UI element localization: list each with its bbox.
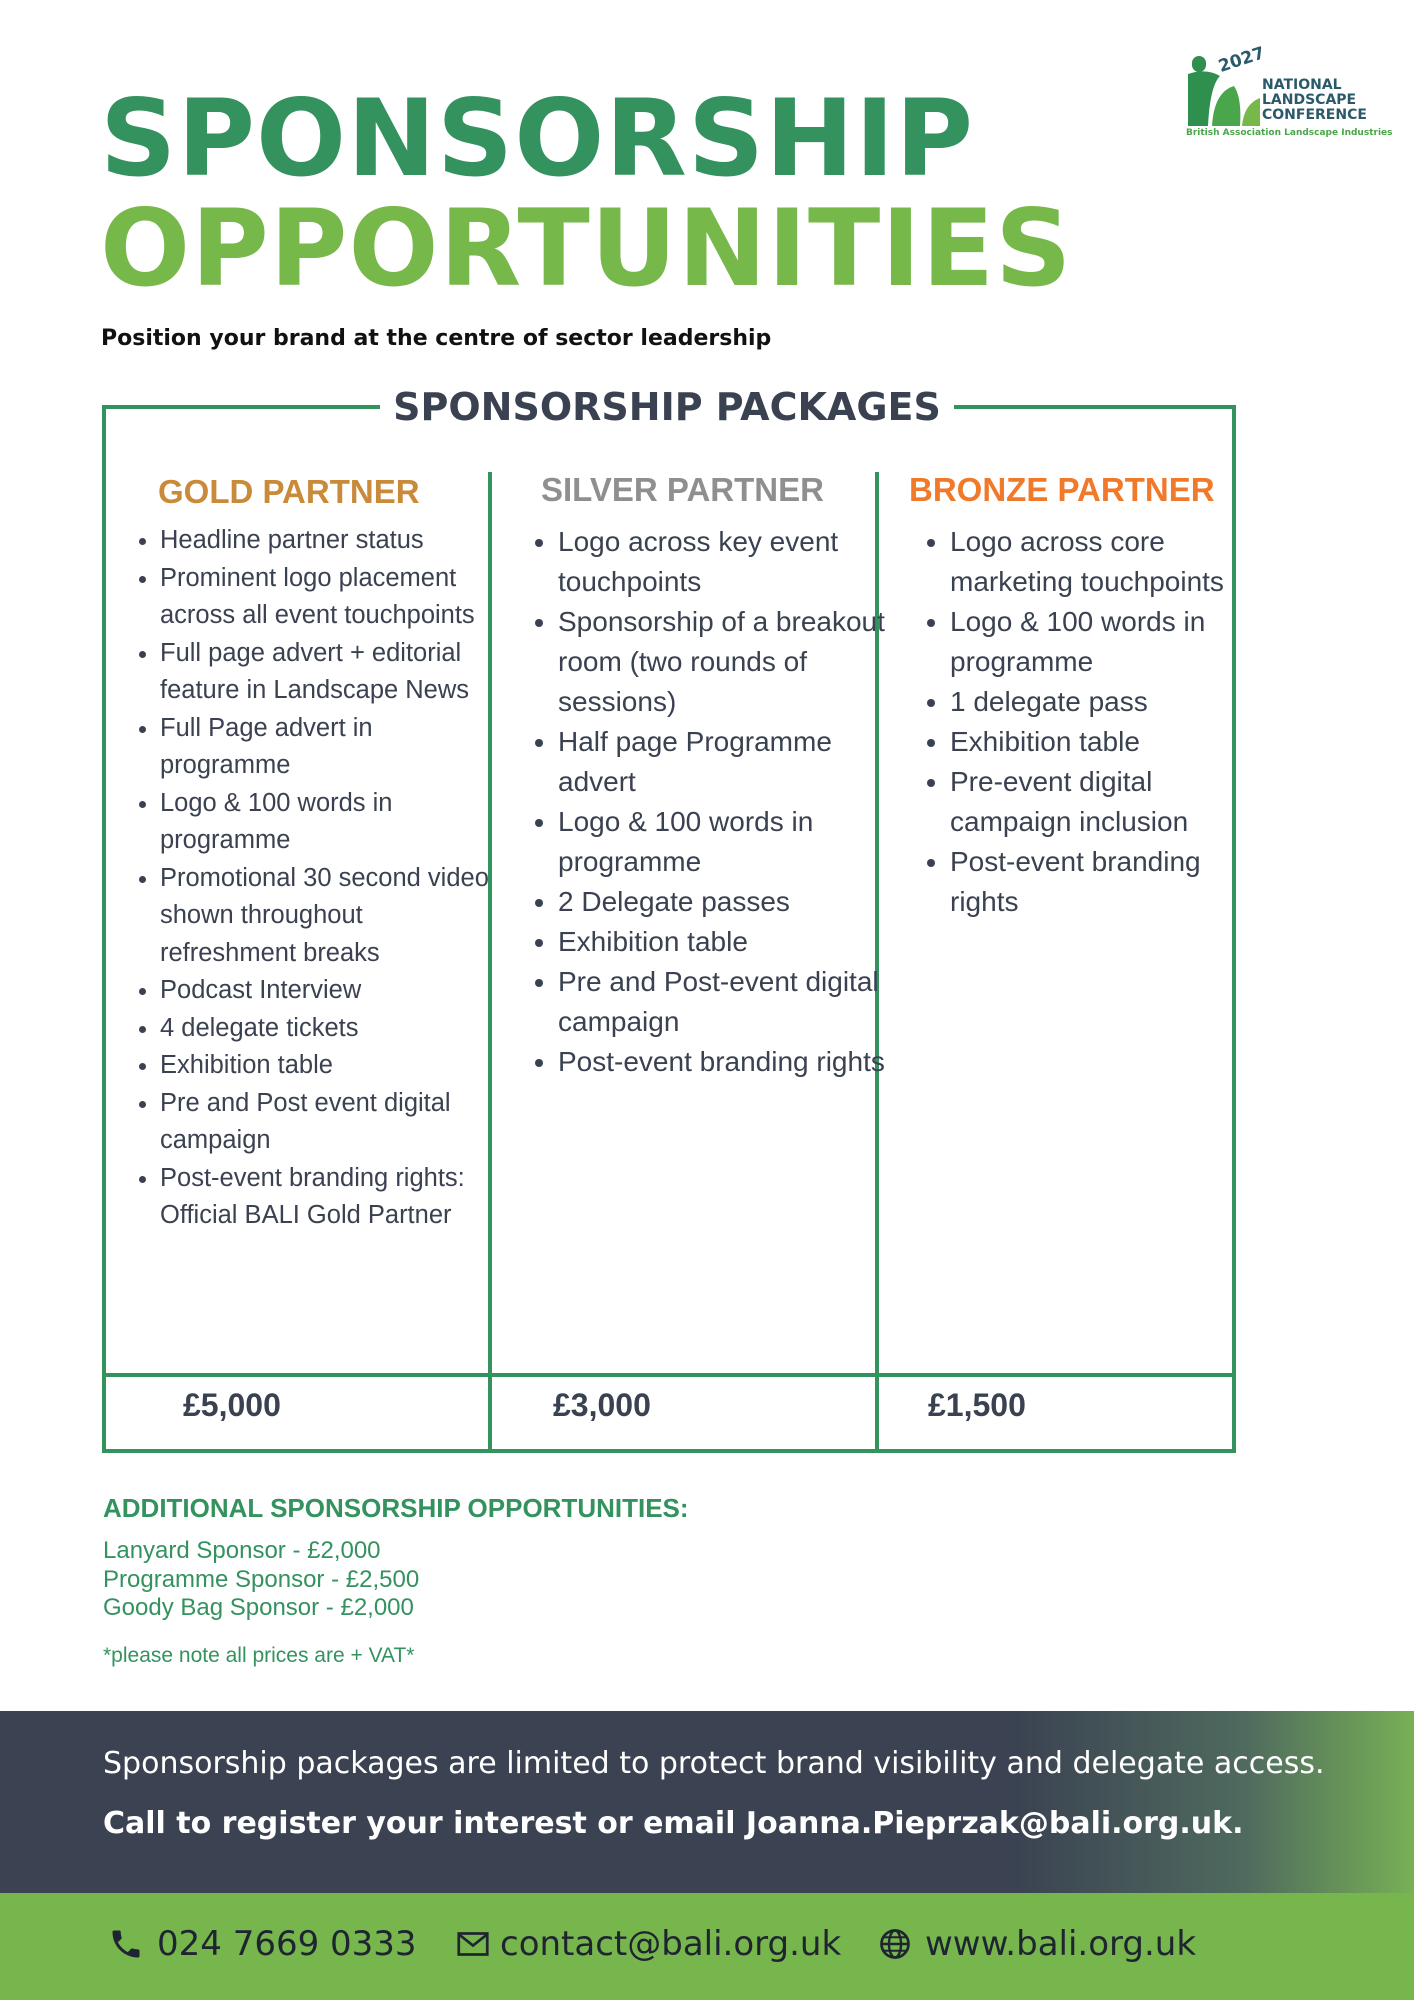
list-item: • Exhibition table — [160, 1047, 505, 1085]
page-title-line-2: OPPORTUNITIES — [100, 187, 1073, 310]
phone-icon — [108, 1926, 144, 1962]
footer-phone[interactable]: 024 7669 0333 — [157, 1924, 417, 1964]
price-row-divider — [102, 1373, 1236, 1377]
info-banner — [0, 1711, 1414, 1893]
list-item: • 4 delegate tickets — [160, 1010, 505, 1048]
footer-email[interactable]: contact@bali.org.uk — [500, 1924, 842, 1964]
additional-opportunities-list — [103, 1537, 419, 1623]
list-item: • Logo & 100 words in programme — [160, 785, 505, 860]
silver-partner-list — [528, 522, 903, 1082]
list-item: • Full page advert + editorial feature in Landscape News — [160, 635, 505, 710]
list-item: • 2 Delegate passes — [558, 882, 903, 922]
gold-partner-title: GOLD PARTNER — [158, 473, 420, 510]
logo-line-3: CONFERENCE — [1262, 107, 1367, 123]
list-item: • Exhibition table — [558, 922, 903, 962]
list-item: Programme Sponsor - £2,500 — [103, 1565, 420, 1593]
silver-partner-title: SILVER PARTNER — [541, 471, 824, 508]
list-item: • Half page Programme advert — [558, 722, 903, 802]
page-title-line-1: SPONSORSHIP — [100, 77, 975, 200]
list-item: • Logo across core marketing touchpoints — [950, 522, 1250, 602]
silver-price: £3,000 — [553, 1387, 651, 1423]
list-item: • Headline partner status — [160, 522, 505, 560]
logo-subtext: British Association Landscape Industries — [1186, 128, 1393, 138]
banner-call-to-action[interactable]: Call to register your interest or email Joanna.Pieprzak@bali.org.uk. — [103, 1806, 1244, 1841]
bronze-price: £1,500 — [928, 1387, 1026, 1423]
list-item: Goody Bag Sponsor - £2,000 — [103, 1594, 414, 1621]
list-item: • Podcast Interview — [160, 972, 505, 1010]
logo-line-1: NATIONAL — [1262, 77, 1342, 93]
list-item: • Prominent logo placement across all event touchpoints — [160, 560, 505, 635]
logo-line-2: LANDSCAPE — [1262, 92, 1357, 108]
list-item: • Pre and Post event digital campaign — [160, 1085, 505, 1160]
envelope-icon — [455, 1926, 491, 1962]
packages-heading: SPONSORSHIP PACKAGES — [393, 385, 941, 429]
bronze-partner-list — [920, 522, 1250, 922]
list-item: • Pre-event digital campaign inclusion — [950, 762, 1250, 842]
list-item: • Logo across key event touchpoints — [558, 522, 903, 602]
additional-opportunities-title: ADDITIONAL SPONSORSHIP OPPORTUNITIES: — [103, 1493, 689, 1523]
list-item: • Logo & 100 words in programme — [558, 802, 903, 882]
gold-price: £5,000 — [183, 1387, 281, 1423]
list-item: • Post-event branding rights — [558, 1042, 903, 1082]
list-item: • Exhibition table — [950, 722, 1250, 762]
list-item: • Full Page advert in programme — [160, 710, 505, 785]
packages-heading-container — [380, 382, 954, 432]
conference-logo — [1186, 43, 1393, 142]
list-item: • 1 delegate pass — [950, 682, 1250, 722]
list-item: • Post-event branding rights — [950, 842, 1250, 922]
logo-year: 2027 — [1216, 43, 1268, 77]
list-item: • Pre and Post-event digital campaign — [558, 962, 903, 1042]
logo-text — [1262, 78, 1367, 123]
list-item: • Post-event branding rights: Official BALI Gold Partner — [160, 1160, 505, 1235]
banner-text: Sponsorship packages are limited to protect brand visibility and delegate access. — [103, 1746, 1325, 1781]
vat-note: *please note all prices are + VAT* — [103, 1644, 415, 1667]
list-item: • Promotional 30 second video shown throughout refreshment breaks — [160, 860, 505, 973]
bronze-partner-title: BRONZE PARTNER — [909, 471, 1215, 508]
list-item: • Sponsorship of a breakout room (two rounds of sessions) — [558, 602, 903, 722]
gold-partner-list — [130, 522, 505, 1235]
page-subtitle: Position your brand at the centre of sector leadership — [101, 326, 772, 351]
list-item: Lanyard Sponsor - £2,000 — [103, 1537, 381, 1564]
globe-icon — [877, 1926, 913, 1962]
footer-website[interactable]: www.bali.org.uk — [925, 1924, 1197, 1964]
list-item: • Logo & 100 words in programme — [950, 602, 1250, 682]
